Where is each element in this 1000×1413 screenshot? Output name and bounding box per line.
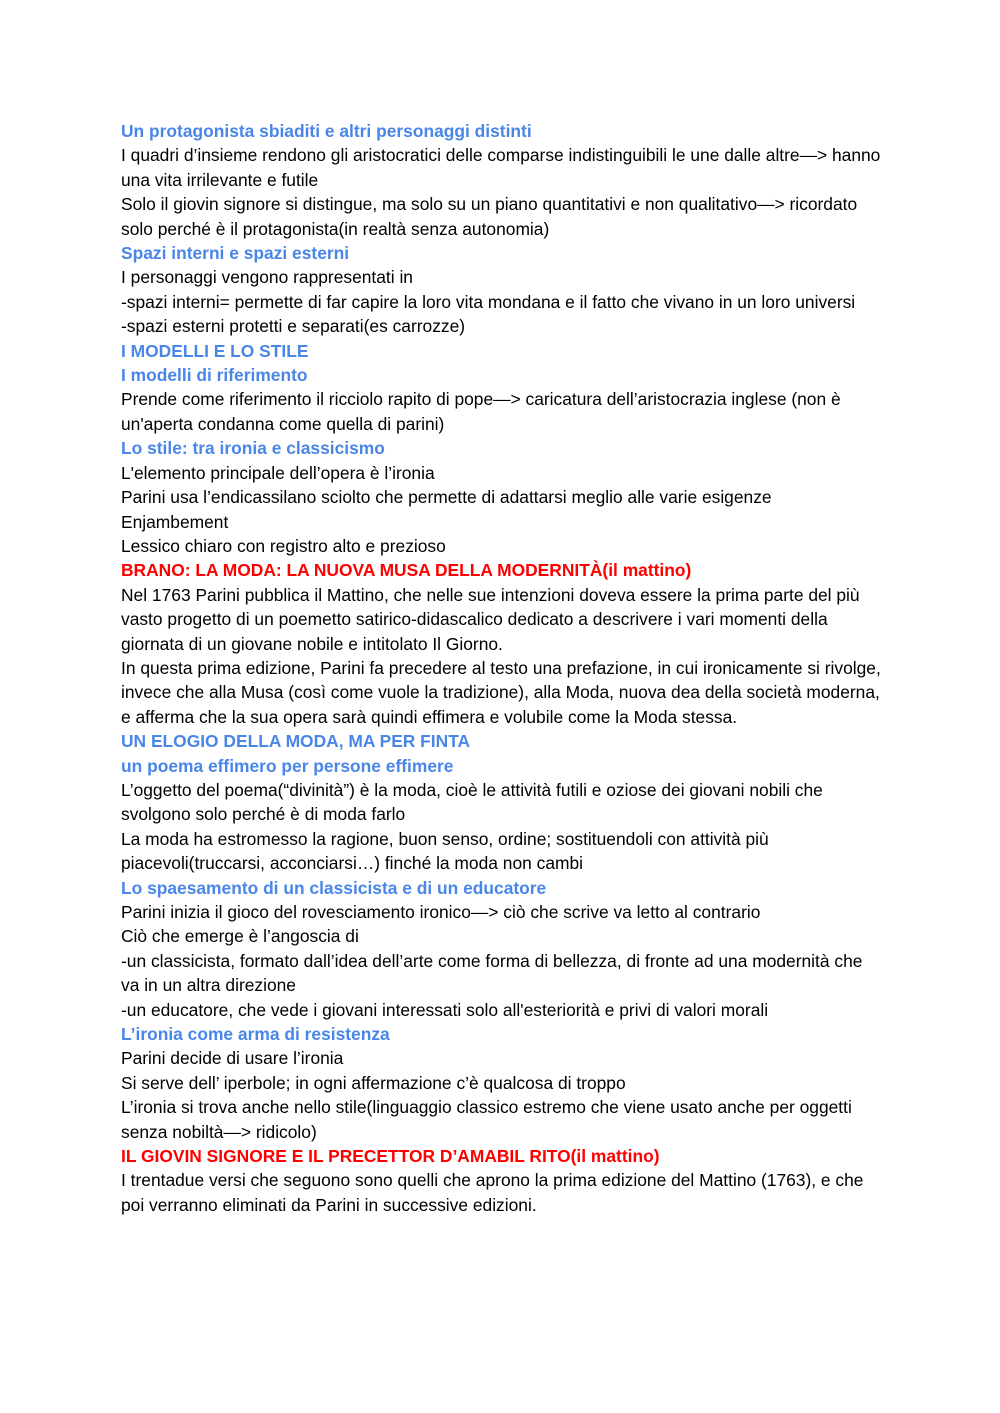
section-heading: I MODELLI E LO STILE — [121, 340, 309, 361]
paragraph: In questa prima edizione, Parini fa precedere al testo una prefazione, in cui ironicamente si rivolge, invece che alla Musa (così come vuole la tradizione), alla Moda, nuova dea della società moderna, e afferma che la sua opera sarà quindi effimera e volubile come la Moda stessa. — [121, 657, 881, 727]
section-heading: L’ironia come arma di resistenza — [121, 1024, 390, 1045]
brano-heading: BRANO: LA MODA: LA NUOVA MUSA DELLA MODERNITÀ(il mattino) — [121, 560, 692, 581]
paragraph: L'elemento principale dell’opera è l’ironia — [121, 462, 435, 483]
paragraph: Lessico chiaro con registro alto e prezioso — [121, 535, 446, 556]
paragraph: Si serve dell’ iperbole; in ogni affermazione c’è qualcosa di troppo — [121, 1072, 626, 1093]
paragraph: Prende come riferimento il ricciolo rapito di pope—> caricatura dell’aristocrazia inglese (non è un'aperta condanna come quella di parini) — [121, 389, 841, 434]
paragraph: Nel 1763 Parini pubblica il Mattino, che nelle sue intenzioni doveva essere la prima parte del più vasto progetto di un poemetto satirico-didascalico dedicato a descrivere i vari momenti della giornata di un giovane nobile e intitolato Il Giorno. — [121, 584, 860, 654]
paragraph: Parini inizia il gioco del rovesciamento ironico—> ciò che scrive va letto al contrario — [121, 902, 761, 922]
paragraph: -un classicista, formato dall’idea dell’arte come forma di bellezza, di fronte ad una modernità che va in un altra direzione — [121, 950, 863, 996]
brano-heading: IL GIOVIN SIGNORE E IL PRECETTOR D’AMABIL RITO(il mattino) — [121, 1146, 660, 1167]
paragraph: I quadri d’insieme rendono gli aristocratici delle comparse indistinguibili le une dalle altre—> hanno una vita irrilevante e futile — [121, 145, 881, 190]
paragraph: Ciò che emerge è l’angoscia di — [121, 926, 359, 947]
section-heading: Spazi interni e spazi esterni — [121, 243, 350, 264]
document-page — [121, 119, 881, 1217]
paragraph: I personaggi vengono rappresentati in — [121, 267, 413, 288]
paragraph: L’ironia si trova anche nello stile(linguaggio classico estremo che viene usato anche per oggetti senza nobiltà—> ridicolo) — [121, 1097, 852, 1142]
section-heading: I modelli di riferimento — [121, 365, 308, 386]
section-heading: Un protagonista sbiaditi e altri personaggi distinti — [121, 121, 532, 141]
paragraph: Parini usa l’endicassilano sciolto che permette di adattarsi meglio alle varie esigenze — [121, 487, 772, 508]
paragraph: Parini decide di usare l’ironia — [121, 1048, 344, 1069]
section-heading: Lo spaesamento di un classicista e di un educatore — [121, 877, 547, 898]
paragraph: -un educatore, che vede i giovani interessati solo all'esteriorità e privi di valori morali — [121, 999, 769, 1020]
paragraph: -spazi esterni protetti e separati(es carrozze) — [121, 316, 466, 337]
paragraph: La moda ha estromesso la ragione, buon senso, ordine; sostituendoli con attività più piacevoli(truccarsi, acconciarsi…) finché la moda non cambi — [121, 828, 769, 874]
section-heading: un poema effimero per persone effimere — [121, 755, 454, 776]
paragraph: Enjambement — [121, 511, 229, 532]
section-heading: Lo stile: tra ironia e classicismo — [121, 438, 385, 459]
section-heading: UN ELOGIO DELLA MODA, MA PER FINTA — [121, 731, 471, 752]
paragraph: Solo il giovin signore si distingue, ma solo su un piano quantitativi e non qualitativo—> ricordato solo perché è il protagonista(in realtà senza autonomia) — [121, 194, 858, 239]
paragraph: I trentadue versi che seguono sono quelli che aprono la prima edizione del Mattino (1763), e che poi verranno eliminati da Parini in successive edizioni. — [121, 1170, 864, 1215]
paragraph: L’oggetto del poema(“divinità”) è la moda, cioè le attività futili e oziose dei giovani nobili che svolgono solo perché è di moda farlo — [121, 779, 823, 825]
paragraph: -spazi interni= permette di far capire la loro vita mondana e il fatto che vivano in un loro universi — [121, 291, 856, 312]
